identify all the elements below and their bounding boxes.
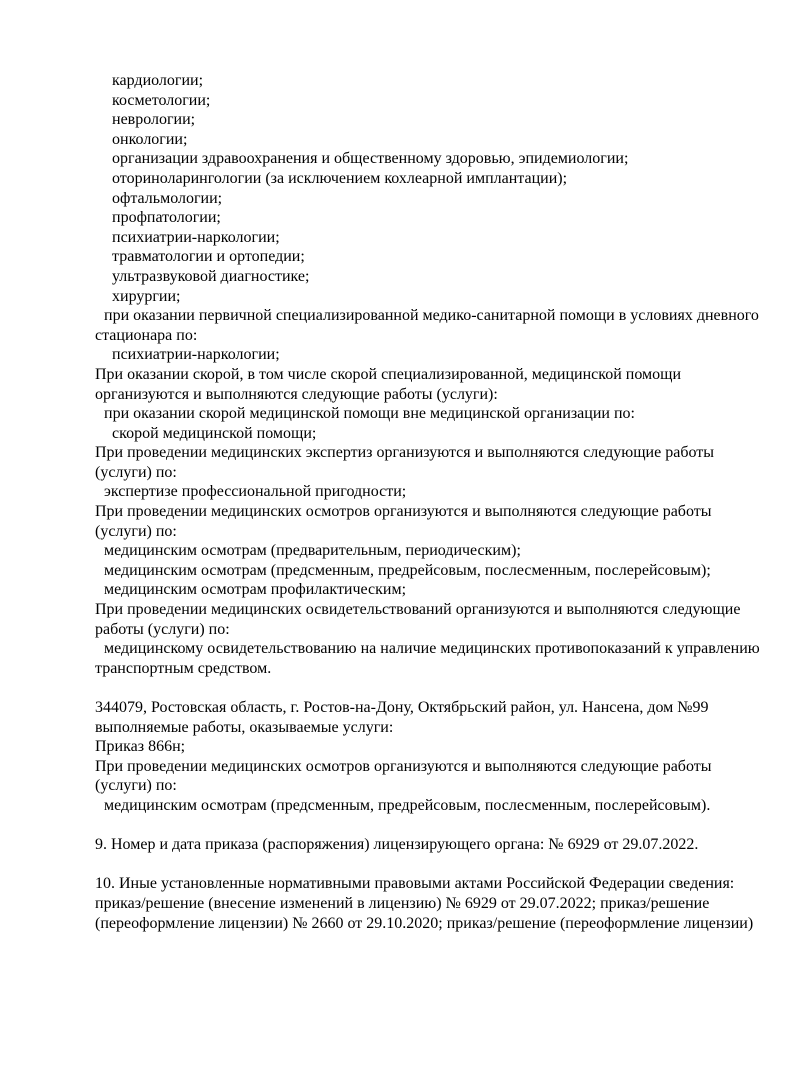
document-text-line: 344079, Ростовская область, г. Ростов-на-Дону, Октябрьский район, ул. Нансена, дом №99 bbox=[95, 699, 709, 716]
document-text-line: психиатрии-наркологии; bbox=[112, 228, 280, 246]
document-text-line: неврологии; bbox=[112, 111, 196, 129]
document-text-line: медицинским осмотрам (предварительным, периодическим); bbox=[104, 542, 521, 560]
document-text-line: При проведении медицинских осмотров организуются и выполняются следующие работы bbox=[95, 757, 712, 775]
document-text-line: транспортным средством. bbox=[95, 659, 272, 677]
document-text-line bbox=[95, 816, 772, 836]
document-text-line: организации здравоохранения и общественному здоровью, эпидемиологии; bbox=[112, 150, 629, 168]
document-text-line: (услуги) по: bbox=[95, 777, 177, 795]
document-text-line: экспертизе профессиональной пригодности; bbox=[104, 483, 407, 501]
document-text-line: хирургии; bbox=[112, 287, 181, 305]
document-text-line: При проведении медицинских экспертиз организуются и выполняются следующие работы bbox=[95, 444, 714, 462]
document-text-line: психиатрии-наркологии; bbox=[112, 346, 280, 364]
document-text-line: офтальмологии; bbox=[112, 189, 223, 207]
document-text-line: выполняемые работы, оказываемые услуги: bbox=[95, 718, 394, 736]
document-text-line: приказ/решение (внесение изменений в лицензию) № 6929 от 29.07.2022; приказ/решение bbox=[95, 894, 710, 912]
document-text-line: (услуги) по: bbox=[95, 522, 177, 540]
document-text-line: травматологии и ортопедии; bbox=[112, 248, 305, 266]
document-text-line: При проведении медицинских осмотров организуются и выполняются следующие работы bbox=[95, 503, 712, 521]
document-text-line: стационара по: bbox=[95, 326, 198, 344]
document-text-line: скорой медицинской помощи; bbox=[112, 424, 317, 442]
document-text-line: оториноларингологии (за исключением кохлеарной имплантации); bbox=[112, 169, 568, 187]
document-text-line: При проведении медицинских освидетельствований организуются и выполняются следующие bbox=[95, 601, 741, 619]
document-text-line: (услуги) по: bbox=[95, 463, 177, 481]
document-text-line: онкологии; bbox=[112, 130, 188, 148]
document-text-line: 9. Номер и дата приказа (распоряжения) лицензирующего органа: № 6929 от 29.07.2022. bbox=[95, 836, 699, 854]
document-text-line: при оказании скорой медицинской помощи вне медицинской организации по: bbox=[104, 405, 635, 423]
document-text-line: профпатологии; bbox=[112, 209, 221, 227]
document-text-block bbox=[95, 71, 772, 933]
document-text-line: медицинскому освидетельствованию на наличие медицинских противопоказаний к управлению bbox=[104, 640, 760, 658]
document-text-line: при оказании первичной специализированной медико-санитарной помощи в условиях дневного bbox=[104, 307, 759, 325]
document-text-line: косметологии; bbox=[112, 91, 211, 109]
document-text-line: медицинским осмотрам (предсменным, предрейсовым, послесменным, послерейсовым); bbox=[104, 561, 711, 579]
document-text-line bbox=[95, 678, 772, 698]
document-text-line: При оказании скорой, в том числе скорой специализированной, медицинской помощи bbox=[95, 365, 682, 383]
document-text-line: медицинским осмотрам профилактическим; bbox=[104, 581, 407, 599]
document-text-line: работы (услуги) по: bbox=[95, 620, 230, 638]
document-text-line: организуются и выполняются следующие работы (услуги): bbox=[95, 385, 498, 403]
document-text-line: кардиологии; bbox=[112, 72, 204, 89]
document-text-line bbox=[95, 855, 772, 875]
document-text-line: Приказ 866н; bbox=[95, 738, 186, 756]
document-text-line: ультразвуковой диагностике; bbox=[112, 267, 310, 285]
document-text-line: (переоформление лицензии) № 2660 от 29.10.2020; приказ/решение (переоформление лицензии) bbox=[95, 914, 754, 932]
document-text-line: 10. Иные установленные нормативными правовыми актами Российской Федерации сведения: bbox=[95, 875, 735, 893]
document-text-line: медицинским осмотрам (предсменным, предрейсовым, послесменным, послерейсовым). bbox=[104, 796, 711, 814]
